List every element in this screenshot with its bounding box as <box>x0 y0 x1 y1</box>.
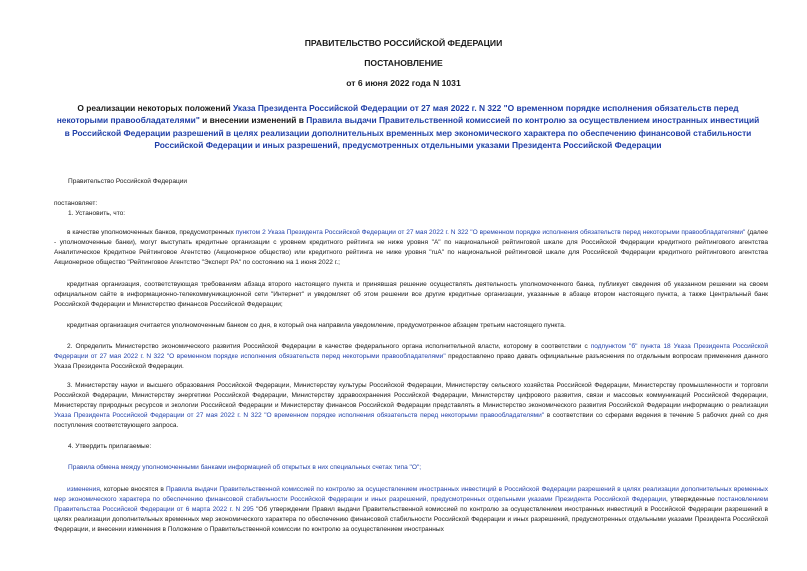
paragraph-text: , которые вносятся в <box>99 486 166 493</box>
link-resolution-295[interactable]: постановлением Правительства Российской Федерации от 6 марта 2022 г. N 295 <box>54 496 768 514</box>
paragraph-amendments <box>54 485 768 535</box>
paragraph-text: 2. Определить Министерство экономического развития Российской Федерации в качестве федерального органа исполнительной власти, которому в соответствии с <box>67 343 591 350</box>
paragraph-text: 3. Министерству науки и высшего образования Российской Федерации, Министерству культуры Российской Федерации, Министерству сельского хозяйства Российской Федерации, Министерству промышленности и торговли Российской Федерации, Министерству энергетики Российской Федерации, Министерству здравоохранения Российской Федерации, Министерству цифрового развития, связи и массовых коммуникаций Российской Федерации, Министерству природных ресурсов и экологии Российской Федерации и Министерству финансов Российской Федерации представлять в Министерство экономического развития Российской Федерации информацию о реализации <box>54 382 768 410</box>
link-amendments[interactable]: изменения <box>67 486 100 493</box>
paragraph-text: (далее - уполномоченные банки), могут выступать кредитные организации с уровнем кредитного рейтинга не ниже уровня "A" по национальной рейтинговой шкале для Российской Федерации кредитного рейтингового агентства Аналитическое Кредитное Рейтинговое Агентство (Акционерное общество) или кредитного рейтинга не ниже уровня "ruA" по национальной рейтинговой шкале для Российской Федерации кредитного рейтингового агентства Акционерное общество "Рейтинговое Агентство "Эксперт РА" по состоянию на 1 июня 2022 г.; <box>54 229 768 267</box>
issuer-paragraph: Правительство Российской Федерации <box>68 178 188 185</box>
paragraph-text: в соответствии со сферами ведения в течение 5 рабочих дней со дня поступления соответствующего запроса. <box>54 412 768 430</box>
document-type-heading: ПОСТАНОВЛЕНИЕ <box>364 58 443 68</box>
paragraph-text: в качестве уполномоченных банков, предусмотренных <box>67 229 236 236</box>
link-exchange-rules[interactable]: Правила обмена между уполномоченными банками информацией об открытых в них специальных счетах типа "О"; <box>68 464 422 471</box>
item-1-heading: 1. Установить, что: <box>68 210 126 217</box>
item-4-heading: 4. Утвердить прилагаемые: <box>68 443 152 450</box>
paragraph-authorized-banks <box>54 228 768 268</box>
title-link-decree[interactable]: Указа Президента Российской Федерации от 27 мая 2022 г. N 322 "О временном порядке исполнения обязательств перед некоторыми правообладателями" <box>56 103 739 126</box>
paragraph-item-3 <box>54 381 768 431</box>
title-text: О реализации некоторых положений <box>77 103 234 113</box>
resolves-paragraph: постановляет: <box>54 200 98 207</box>
title-link-rules[interactable]: Правила выдачи Правительственной комиссией по контролю за осуществлением иностранных инвестиций в Российской Федерации разрешений в целях реализации дополнительных временных мер экономического характера по обеспечению финансовой стабильности Российской Федерации и иных разрешений, предусмотренных отдельными указами Президента Российской Федерации <box>64 115 760 151</box>
paragraph-text: , утвержденные <box>666 496 718 504</box>
government-heading: ПРАВИТЕЛЬСТВО РОССИЙСКОЙ ФЕДЕРАЦИИ <box>304 38 503 48</box>
paragraph-credit-organization: кредитная организация, соответствующая требованиям абзаца второго настоящего пункта и принявшая решение осуществлять деятельность уполномоченного банка, публикует сведения об указанном решении на своем официальном сайте в информационно-телекоммуникационной сети "Интернет" и уведомляет об этом решении все другие кредитные организации, указанные в абзаце втором настоящего пункта, а также Центральный банк Российской Федерации и Министерство финансов Российской Федерации; <box>54 281 768 309</box>
link-decree-point-2[interactable]: пунктом 2 Указа Президента Российской Федерации от 27 мая 2022 г. N 322 "О временном порядке исполнения обязательств перед некоторыми правообладателями" <box>235 229 746 236</box>
document-title <box>56 102 760 152</box>
paragraph-text: "Об утверждении Правил выдачи Правительственной комиссией по контролю за осуществлением иностранных инвестиций в Российской Федерации разрешений в целях реализации дополнительных временных мер экономического характера по обеспечению финансовой стабильности Российской Федерации и иных разрешений, предусмотренных отдельными указами Президента Российской Федерации, и внесении изменения в Положение о Правительственной комиссии по контролю за осуществлением иностранных <box>54 506 768 534</box>
link-permit-rules[interactable]: Правила выдачи Правительственной комиссией по контролю за осуществлением иностранных инвестиций в Российской Федерации разрешений в целях реализации дополнительных временных мер экономического характера по обеспечению финансовой стабильности Российской Федерации и иных разрешений, предусмотренных отдельными указами Президента Российской Федерации <box>54 486 768 504</box>
link-decree-subpoint-b[interactable]: подпунктом "б" пункта 18 Указа Президента Российской Федерации от 27 мая 2022 г. N 322 "О временном порядке исполнения обязательств перед некоторыми правообладателями" <box>54 343 768 361</box>
document-date-number: от 6 июня 2022 года N 1031 <box>346 78 461 88</box>
paragraph-text: предоставлено право давать официальные разъяснения по отдельным вопросам применения данного Указа Президента Российской Федерации. <box>54 353 768 371</box>
link-decree-322[interactable]: Указа Президента Российской Федерации от 27 мая 2022 г. N 322 "О временном порядке исполнения обязательств перед некоторыми правообладателями" <box>54 412 545 420</box>
paragraph-item-2 <box>54 342 768 372</box>
title-text: и внесении изменений в <box>199 115 307 126</box>
paragraph-authorized-date: кредитная организация считается уполномоченным банком со дня, в который она направила уведомление, предусмотренное абзацем третьим настоящего пункта. <box>67 322 566 329</box>
